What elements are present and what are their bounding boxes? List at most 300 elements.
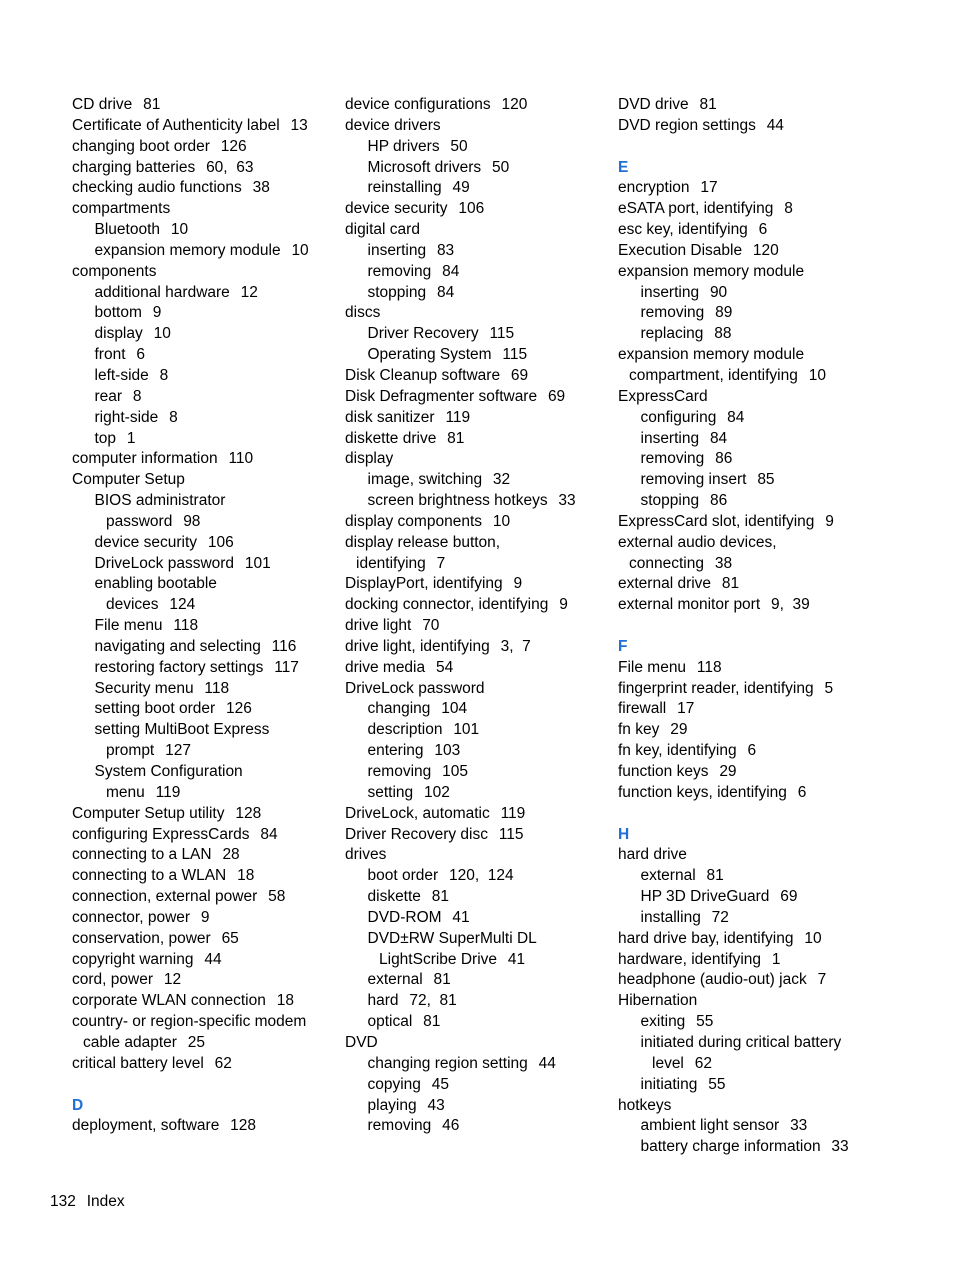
entry-page-ref[interactable]: 126	[225, 700, 252, 718]
entry-term: optical	[367, 1013, 413, 1031]
index-subentry	[345, 783, 607, 804]
entry-term: Disk Defragmenter software	[345, 387, 538, 405]
entry-term: components	[72, 262, 157, 280]
entry-term: inserting	[640, 429, 700, 447]
index-entry	[618, 741, 878, 762]
entry-term: fingerprint reader, identifying	[618, 679, 814, 697]
entry-page-ref[interactable]: 38	[252, 179, 270, 197]
entry-term: device security	[345, 200, 448, 218]
index-entry	[618, 199, 878, 220]
entry-page-ref[interactable]: 8	[159, 366, 169, 384]
entry-term: cable adapter	[83, 1033, 177, 1051]
entry-page-ref[interactable]: 6	[758, 221, 768, 239]
entry-page-ref[interactable]: 28	[222, 846, 240, 864]
index-entry	[345, 408, 607, 429]
section-label: Index	[86, 1193, 125, 1210]
entry-page-ref[interactable]: 115	[502, 346, 528, 364]
entry-page-ref[interactable]: 33	[831, 1138, 849, 1156]
entry-page-ref[interactable]: 50	[492, 158, 510, 176]
entry-page-ref[interactable]: 10	[808, 366, 826, 384]
entry-term: DriveLock password	[94, 554, 235, 572]
entry-page-ref[interactable]: 84	[260, 825, 278, 843]
entry-page-ref[interactable]: 50	[450, 137, 468, 155]
entry-term: external audio devices,	[618, 533, 777, 551]
entry-page-ref[interactable]: 106	[207, 533, 234, 551]
index-subentry	[345, 241, 607, 262]
entry-page-ref[interactable]: 110	[228, 450, 254, 468]
index-subentry	[72, 720, 334, 741]
entry-page-ref[interactable]: 29	[719, 763, 737, 780]
index-subentry	[345, 283, 607, 304]
entry-term: File menu	[618, 658, 687, 676]
entry-page-ref[interactable]: 98	[183, 512, 201, 530]
index-subentry	[72, 512, 334, 533]
entry-page-ref[interactable]: 8	[169, 408, 178, 426]
index-entry	[618, 679, 878, 700]
index-entry	[72, 970, 334, 991]
entry-term: display	[345, 450, 394, 468]
entry-page-ref[interactable]: 10	[153, 325, 171, 343]
entry-page-ref[interactable]: 69	[547, 387, 566, 405]
entry-page-ref[interactable]: 124	[169, 596, 196, 614]
entry-term: DVD-ROM	[367, 908, 442, 926]
index-subentry	[345, 324, 607, 345]
entry-page-ref[interactable]: 33	[558, 492, 576, 510]
entry-page-ref[interactable]: 70	[422, 617, 440, 635]
entry-page-ref[interactable]: 12	[240, 283, 258, 301]
page-footer	[50, 1192, 125, 1212]
entry-page-ref[interactable]: 6	[747, 742, 757, 760]
entry-page-ref[interactable]: 81	[143, 96, 161, 113]
index-subentry	[72, 491, 334, 512]
entry-page-ref[interactable]: 101	[244, 554, 271, 572]
index-column-3	[618, 95, 878, 1158]
entry-page-ref[interactable]: 81	[431, 888, 450, 906]
index-subentry	[618, 866, 878, 887]
entry-term: Certificate of Authenticity label	[72, 116, 280, 134]
entry-page-ref[interactable]: 85	[757, 471, 775, 489]
index-entry	[618, 387, 878, 408]
index-subentry	[345, 866, 607, 887]
entry-page-ref[interactable]: 9	[559, 596, 568, 614]
index-entry	[72, 95, 334, 116]
index-subentry	[618, 491, 878, 512]
index-subentry	[72, 324, 334, 345]
index-entry	[618, 366, 878, 387]
entry-page-ref[interactable]: 9	[152, 304, 162, 322]
entry-page-ref[interactable]: 105	[442, 763, 468, 780]
entry-term: setting	[367, 783, 414, 801]
index-entry	[72, 887, 334, 908]
index-entry	[618, 699, 878, 720]
entry-page-ref[interactable]: 102	[424, 783, 450, 801]
page-number: 132	[50, 1193, 76, 1210]
entry-page-ref[interactable]: 10	[170, 221, 189, 239]
index-entry	[618, 554, 878, 575]
entry-term: external	[640, 867, 696, 885]
entry-page-ref[interactable]: 29	[670, 721, 688, 739]
entry-page-ref[interactable]: 128	[230, 1117, 257, 1135]
entry-page-ref[interactable]: 6	[797, 783, 807, 801]
entry-term: bottom	[94, 304, 142, 322]
index-entry	[618, 970, 878, 991]
entry-page-ref[interactable]: 81	[721, 575, 740, 593]
entry-term: prompt	[106, 742, 155, 760]
entry-page-ref[interactable]: 17	[700, 179, 718, 197]
entry-term: Hibernation	[618, 992, 698, 1010]
index-entry	[345, 616, 607, 637]
index-subentry	[72, 554, 334, 575]
index-subentry	[345, 1054, 607, 1075]
index-subentry	[618, 449, 878, 470]
entry-term: corporate WLAN connection	[72, 992, 266, 1010]
entry-page-ref[interactable]: 55	[696, 1013, 714, 1031]
entry-page-ref[interactable]: 128	[235, 804, 262, 822]
entry-term: critical battery level	[72, 1054, 204, 1072]
entry-term: Driver Recovery disc	[345, 825, 488, 843]
entry-term: ExpressCard slot, identifying	[618, 512, 815, 530]
entry-page-ref[interactable]: 44	[204, 950, 222, 968]
entry-page-ref[interactable]: 101	[453, 721, 480, 739]
entry-page-ref[interactable]: 81	[699, 96, 717, 113]
index-entry	[345, 199, 607, 220]
entry-term: removing	[640, 304, 705, 322]
index-subentry	[72, 783, 334, 804]
entry-term: front	[94, 346, 126, 364]
index-entry	[618, 595, 878, 616]
index-subentry	[345, 762, 607, 783]
entry-term: Computer Setup utility	[72, 804, 225, 822]
index-entry	[345, 679, 607, 700]
entry-term: level	[652, 1054, 684, 1072]
index-entry	[72, 199, 334, 220]
section-letter: F	[618, 637, 628, 655]
entry-term: copyright warning	[72, 950, 194, 968]
entry-page-ref[interactable]: 25	[187, 1033, 206, 1051]
entry-term: removing	[640, 450, 705, 468]
index-subentry	[72, 616, 334, 637]
index-entry	[72, 116, 334, 137]
entry-term: description	[367, 721, 443, 739]
index-entry	[618, 533, 878, 554]
index-subentry	[345, 970, 607, 991]
entry-page-ref[interactable]: 115	[489, 325, 515, 343]
index-subentry	[618, 408, 878, 429]
entry-term: inserting	[367, 241, 427, 259]
entry-term: exiting	[640, 1013, 686, 1031]
entry-page-ref[interactable]: 54	[435, 658, 454, 676]
entry-page-ref[interactable]: 118	[204, 679, 230, 697]
entry-page-ref[interactable]: 84	[709, 429, 728, 447]
index-subentry	[345, 158, 607, 179]
entry-term: fn key	[618, 721, 660, 739]
entry-page-ref[interactable]: 49	[452, 179, 470, 197]
index-entry	[72, 449, 334, 470]
entry-term: connecting to a WLAN	[72, 867, 227, 885]
entry-page-ref[interactable]: 119	[445, 408, 471, 426]
index-subentry	[72, 366, 334, 387]
entry-term: boot order	[367, 867, 439, 885]
index-column-2	[345, 95, 607, 1137]
entry-page-ref[interactable]: 18	[276, 992, 294, 1010]
entry-term: drive light	[345, 617, 412, 635]
index-subentry	[618, 908, 878, 929]
entry-term: compartment, identifying	[629, 366, 798, 384]
entry-page-ref[interactable]: 81	[423, 1013, 441, 1031]
entry-page-ref[interactable]: 126	[220, 137, 247, 155]
entry-page-ref[interactable]: 60, 63	[206, 158, 254, 176]
entry-term: DVD region settings	[618, 116, 756, 134]
entry-page-ref[interactable]: 115	[498, 825, 524, 843]
entry-term: HP drivers	[367, 137, 440, 155]
index-subentry	[618, 1033, 878, 1054]
entry-page-ref[interactable]: 1	[771, 950, 781, 968]
index-entry	[72, 137, 334, 158]
index-entry	[345, 95, 607, 116]
entry-page-ref[interactable]: 32	[492, 471, 511, 489]
entry-term: CD drive	[72, 96, 133, 113]
index-subentry	[618, 470, 878, 491]
entry-page-ref[interactable]: 44	[538, 1054, 556, 1072]
index-subentry	[345, 908, 607, 929]
entry-page-ref[interactable]: 17	[677, 700, 695, 718]
entry-term: image, switching	[367, 471, 483, 489]
entry-page-ref[interactable]: 55	[708, 1075, 726, 1093]
entry-page-ref[interactable]: 89	[715, 304, 733, 322]
index-subentry	[345, 1075, 607, 1096]
entry-page-ref[interactable]: 116	[271, 637, 297, 655]
index-subentry	[345, 137, 607, 158]
entry-page-ref[interactable]: 119	[155, 783, 181, 801]
entry-term: docking connector, identifying	[345, 596, 549, 614]
index-subentry	[72, 679, 334, 700]
index-entry	[72, 1012, 334, 1033]
entry-term: top	[94, 429, 117, 447]
entry-page-ref[interactable]: 65	[221, 929, 239, 947]
index-subentry	[618, 283, 878, 304]
entry-term: device drivers	[345, 116, 441, 134]
entry-term: Microsoft drivers	[367, 158, 482, 176]
entry-page-ref[interactable]: 46	[442, 1117, 460, 1135]
entry-term: esc key, identifying	[618, 221, 748, 239]
entry-term: left-side	[94, 366, 149, 384]
index-entry	[72, 866, 334, 887]
entry-page-ref[interactable]: 83	[436, 241, 455, 259]
entry-page-ref[interactable]: 127	[165, 742, 191, 760]
index-subentry	[618, 429, 878, 450]
index-entry	[345, 554, 607, 575]
index-subentry	[345, 929, 607, 950]
entry-term: right-side	[94, 408, 159, 426]
entry-term: System Configuration	[94, 763, 243, 780]
entry-term: Security menu	[94, 679, 194, 697]
index-entry	[72, 178, 334, 199]
index-entry	[618, 950, 878, 971]
entry-term: DVD drive	[618, 96, 689, 113]
index-subentry	[72, 595, 334, 616]
entry-page-ref[interactable]: 120, 124	[449, 867, 514, 885]
entry-page-ref[interactable]: 45	[431, 1075, 450, 1093]
entry-page-ref[interactable]: 18	[237, 867, 255, 885]
entry-term: removing	[367, 262, 432, 280]
entry-page-ref[interactable]: 86	[709, 492, 728, 510]
index-entry	[618, 220, 878, 241]
entry-term: setting MultiBoot Express	[94, 721, 270, 739]
entry-page-ref[interactable]: 7	[436, 554, 446, 572]
entry-term: hard	[367, 992, 399, 1010]
entry-page-ref[interactable]: 10	[804, 929, 822, 947]
entry-page-ref[interactable]: 81	[447, 429, 465, 447]
section-gap	[618, 616, 878, 637]
index-entry	[345, 658, 607, 679]
entry-term: expansion memory module	[618, 262, 805, 280]
index-subentry	[72, 637, 334, 658]
entry-page-ref[interactable]: 38	[714, 554, 733, 572]
entry-page-ref[interactable]: 88	[714, 325, 732, 343]
index-entry	[345, 387, 607, 408]
entry-page-ref[interactable]: 84	[436, 283, 455, 301]
index-entry	[618, 512, 878, 533]
entry-page-ref[interactable]: 81	[433, 971, 451, 989]
index-entry	[618, 783, 878, 804]
entry-page-ref[interactable]: 72, 81	[409, 992, 457, 1010]
entry-term: initiated during critical battery	[640, 1033, 842, 1051]
entry-term: connecting to a LAN	[72, 846, 212, 864]
entry-page-ref[interactable]: 6	[136, 346, 145, 364]
index-entry	[345, 303, 607, 324]
index-entry	[72, 470, 334, 491]
index-entry	[618, 345, 878, 366]
index-subentry	[72, 220, 334, 241]
entry-page-ref[interactable]: 10	[492, 512, 511, 530]
index-entry	[72, 845, 334, 866]
entry-term: removing	[367, 763, 432, 780]
entry-page-ref[interactable]: 5	[824, 679, 834, 697]
entry-term: function keys, identifying	[618, 783, 787, 801]
entry-term: Bluetooth	[94, 221, 160, 239]
index-entry	[618, 262, 878, 283]
entry-page-ref[interactable]: 62	[214, 1054, 232, 1072]
entry-page-ref[interactable]: 12	[163, 971, 182, 989]
entry-term: drives	[345, 846, 387, 864]
index-entry	[618, 762, 878, 783]
entry-page-ref[interactable]: 120	[752, 241, 779, 259]
entry-page-ref[interactable]: 58	[268, 888, 286, 906]
entry-term: Operating System	[367, 346, 492, 364]
entry-term: HP 3D DriveGuard	[640, 888, 770, 906]
index-entry	[618, 241, 878, 262]
index-subentry	[345, 699, 607, 720]
entry-page-ref[interactable]: 86	[715, 450, 733, 468]
entry-term: screen brightness hotkeys	[367, 492, 548, 510]
index-column-1	[72, 95, 334, 1137]
index-entry	[618, 178, 878, 199]
entry-term: battery charge information	[640, 1138, 821, 1156]
entry-page-ref[interactable]: 62	[694, 1054, 712, 1072]
entry-page-ref[interactable]: 33	[790, 1117, 808, 1135]
index-subentry	[345, 491, 607, 512]
entry-term: rear	[94, 387, 123, 405]
entry-term: external monitor port	[618, 596, 761, 614]
entry-term: changing boot order	[72, 137, 210, 155]
entry-page-ref[interactable]: 9	[825, 512, 834, 530]
entry-page-ref[interactable]: 3, 7	[500, 637, 531, 655]
entry-term: function keys	[618, 763, 709, 780]
entry-page-ref[interactable]: 81	[706, 867, 724, 885]
entry-page-ref[interactable]: 8	[784, 200, 793, 218]
entry-page-ref[interactable]: 13	[290, 116, 308, 134]
entry-term: computer information	[72, 450, 218, 468]
entry-page-ref[interactable]: 90	[709, 283, 728, 301]
entry-term: password	[106, 512, 173, 530]
index-subentry	[618, 1054, 878, 1075]
entry-term: connector, power	[72, 908, 191, 926]
entry-page-ref[interactable]: 106	[458, 200, 485, 218]
index-subentry	[72, 345, 334, 366]
index-subentry	[345, 1012, 607, 1033]
section-gap	[618, 804, 878, 825]
entry-term: discs	[345, 304, 381, 322]
entry-page-ref[interactable]: 84	[442, 262, 460, 280]
index-subentry	[618, 324, 878, 345]
entry-page-ref[interactable]: 103	[434, 742, 461, 760]
entry-term: enabling bootable	[94, 575, 217, 593]
entry-page-ref[interactable]: 120	[501, 96, 528, 113]
entry-page-ref[interactable]: 69	[780, 888, 798, 906]
entry-page-ref[interactable]: 104	[441, 700, 468, 718]
entry-page-ref[interactable]: 118	[696, 658, 722, 676]
entry-term: expansion memory module	[618, 346, 805, 364]
entry-term: initiating	[640, 1075, 698, 1093]
entry-page-ref[interactable]: 1	[126, 429, 136, 447]
entry-term: ambient light sensor	[640, 1117, 780, 1135]
entry-term: Computer Setup	[72, 471, 185, 489]
entry-page-ref[interactable]: 41	[507, 950, 526, 968]
entry-page-ref[interactable]: 9	[200, 908, 210, 926]
entry-page-ref[interactable]: 84	[727, 408, 745, 426]
entry-term: stopping	[367, 283, 427, 301]
index-entry	[345, 1033, 607, 1054]
entry-term: identifying	[356, 554, 426, 572]
entry-page-ref[interactable]: 9, 39	[771, 596, 810, 614]
index-entry	[618, 845, 878, 866]
entry-page-ref[interactable]: 7	[817, 971, 827, 989]
entry-page-ref[interactable]: 119	[500, 804, 526, 822]
index-entry	[345, 825, 607, 846]
entry-term: connecting	[629, 554, 704, 572]
entry-term: changing	[367, 700, 431, 718]
index-entry	[72, 825, 334, 846]
entry-page-ref[interactable]: 8	[132, 387, 142, 405]
entry-term: hard drive	[618, 846, 687, 864]
entry-page-ref[interactable]: 41	[452, 908, 470, 926]
entry-page-ref[interactable]: 118	[173, 617, 199, 635]
entry-page-ref[interactable]: 9	[513, 575, 523, 593]
entry-term: country- or region-specific modem	[72, 1013, 307, 1031]
entry-page-ref[interactable]: 117	[274, 658, 299, 676]
index-entry	[345, 637, 607, 658]
entry-term: eSATA port, identifying	[618, 200, 774, 218]
entry-term: inserting	[640, 283, 700, 301]
index-subentry	[345, 470, 607, 491]
index-subentry	[618, 1137, 878, 1158]
entry-page-ref[interactable]: 10	[291, 241, 309, 259]
entry-page-ref[interactable]: 43	[427, 1096, 445, 1114]
entry-page-ref[interactable]: 44	[766, 116, 784, 134]
entry-page-ref[interactable]: 72	[711, 908, 729, 926]
entry-page-ref[interactable]: 69	[510, 366, 529, 384]
entry-term: navigating and selecting	[94, 637, 261, 655]
